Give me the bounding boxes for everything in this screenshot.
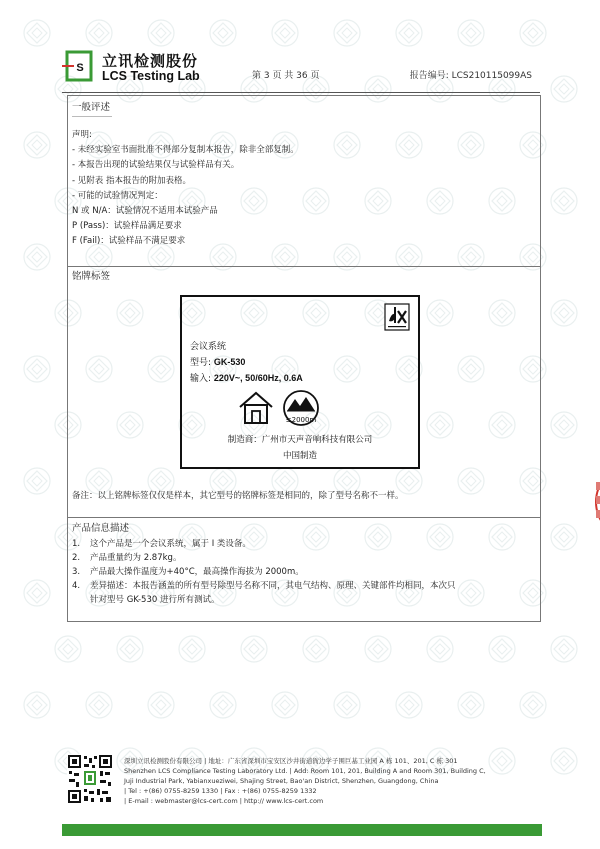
statement-line: P (Pass)：试验样品满足要求 (72, 221, 182, 232)
watermark-logo-icon (549, 298, 579, 328)
watermark-logo-icon (53, 634, 83, 664)
watermark-logo-icon (84, 690, 114, 720)
item-number: 2. (72, 553, 81, 563)
watermark-logo-icon (518, 690, 548, 720)
watermark-logo-icon (146, 18, 176, 48)
watermark-logo-icon (22, 578, 52, 608)
input-label: 输入: (190, 374, 214, 384)
item-text: 针对型号 GK-530 进行所有测试。 (90, 595, 220, 605)
statement-line: - 未经实验室书面批准不得部分复制本报告，除非全部复制。 (72, 145, 299, 156)
product-name: 会议系统 (190, 342, 227, 352)
watermark-logo-icon (22, 242, 52, 272)
origin: 中国制造 (282, 451, 317, 461)
footer-address-en: Juji Industrial Park, Yabianxueziwei, Shajing Street, Bao'an District, Shenzhen, Guangdong, China (124, 777, 439, 785)
qr-code-icon (67, 754, 113, 804)
header-divider (62, 92, 540, 93)
seal-stamp-icon (592, 462, 600, 542)
section-title: 一般评述 (72, 102, 111, 113)
watermark-logo-icon (518, 18, 548, 48)
product-info-section (67, 517, 541, 622)
nameplate-sample (180, 295, 420, 469)
watermark-logo-icon (22, 354, 52, 384)
model-label: 型号: (190, 358, 214, 368)
watermark-logo-icon (549, 410, 579, 440)
page-footer (62, 754, 542, 814)
statement-line: 声明: (72, 130, 92, 140)
footer-phone-fax: | Tel : +(86) 0755-8259 1330 | Fax : +(86) 0755-8259 1332 (124, 787, 317, 795)
watermark-logo-icon (549, 634, 579, 664)
watermark-logo-icon (456, 690, 486, 720)
watermark-logo-icon (394, 18, 424, 48)
watermark-logo-icon (84, 18, 114, 48)
statement-line: - 见附表 指本报告的附加表格。 (72, 175, 191, 186)
footer-email-web: | E-mail : webmaster@lcs-cert.com | http:// www.lcs-cert.com (124, 797, 324, 805)
item-text: 产品最大操作温度为+40°C，最高操作海拔为 2000m。 (90, 567, 304, 577)
info-item-continuation (68, 593, 540, 607)
watermark-logo-icon (425, 634, 455, 664)
watermark-logo-icon (22, 18, 52, 48)
watermark-logo-icon (549, 746, 579, 776)
watermark-logo-icon (549, 186, 579, 216)
manufacturer: 制造商：广州市天声音响科技有限公司 (227, 435, 373, 445)
nameplate-section (67, 265, 541, 518)
watermark-logo-icon (363, 634, 393, 664)
company-name-en: LCS Testing Lab (102, 69, 200, 83)
footer-address-cn: 深圳立讯检测股份有限公司 | 地址：广东省深圳市宝安区沙井街道衙边学子围巨基工业园 A 栋 101、201, C 栋 301 (124, 757, 458, 765)
watermark-logo-icon (487, 634, 517, 664)
watermark-logo-icon (332, 690, 362, 720)
report-number: 报告编号: LCS210115099AS (409, 71, 532, 81)
watermark-logo-icon (239, 634, 269, 664)
watermark-logo-icon (394, 690, 424, 720)
info-item (68, 579, 540, 593)
cqc-mark-icon (384, 303, 410, 331)
watermark-logo-icon (115, 634, 145, 664)
company-name-cn: 立讯检测股份 (102, 52, 199, 70)
page-number: 第 3 页 共 36 页 (252, 71, 320, 81)
statement-line: F (Fail)：试验样品不满足要求 (72, 236, 186, 247)
footer-company-en: Shenzhen LCS Compliance Testing Laboratory Ltd. | Add: Room 101, 201, Building A and Room 301, Building C, (124, 767, 486, 775)
info-item (68, 565, 540, 579)
footer-green-bar (62, 824, 542, 836)
altitude-value: ≤2000m (285, 416, 317, 424)
watermark-logo-icon (332, 18, 362, 48)
model-row (190, 355, 245, 368)
input-row (190, 371, 303, 384)
page-header (62, 48, 540, 88)
item-text: 这个产品是一个会议系统，属于 I 类设备。 (90, 539, 251, 549)
watermark-logo-icon (146, 690, 176, 720)
watermark-logo-icon (456, 18, 486, 48)
item-text: 差异描述：本报告涵盖的所有型号除型号名称不同，其电气结构、原理、关键部件均相同，本次只 (90, 581, 456, 591)
statement-line: - 本报告出现的试验结果仅与试验样品有关。 (72, 160, 240, 171)
info-item (68, 537, 540, 551)
lcs-logo-icon (62, 50, 94, 84)
watermark-logo-icon (270, 18, 300, 48)
item-number: 1. (72, 539, 81, 549)
item-number: 3. (72, 567, 81, 577)
watermark-logo-icon (177, 634, 207, 664)
info-item (68, 551, 540, 565)
model-value: GK-530 (213, 357, 246, 367)
statement-line: - 可能的试验情况判定： (72, 190, 163, 201)
section-title: 铭牌标签 (72, 271, 111, 282)
statement-list (68, 118, 540, 250)
section-title: 产品信息描述 (72, 523, 130, 534)
watermark-logo-icon (22, 690, 52, 720)
item-number: 4. (72, 581, 81, 591)
input-value: 220V~, 50/60Hz, 0.6A (213, 373, 303, 383)
general-remarks-section (67, 95, 541, 267)
item-text: 产品重量约为 2.87kg。 (90, 553, 182, 563)
watermark-logo-icon (549, 74, 579, 104)
nameplate-note: 备注：以上铭牌标签仅仅是样本，其它型号的铭牌标签是相同的，除了型号名称不一样。 (72, 491, 404, 501)
indoor-use-icon (236, 389, 276, 425)
watermark-logo-icon (208, 18, 238, 48)
watermark-logo-icon (22, 466, 52, 496)
watermark-logo-icon (549, 522, 579, 552)
watermark-logo-icon (208, 690, 238, 720)
statement-line: N 或 N/A：试验情况不适用本试验产品 (72, 206, 218, 217)
svg-text:S: S (76, 62, 84, 74)
watermark-logo-icon (270, 690, 300, 720)
watermark-logo-icon (22, 130, 52, 160)
product-info-list (68, 534, 540, 607)
watermark-logo-icon (301, 634, 331, 664)
